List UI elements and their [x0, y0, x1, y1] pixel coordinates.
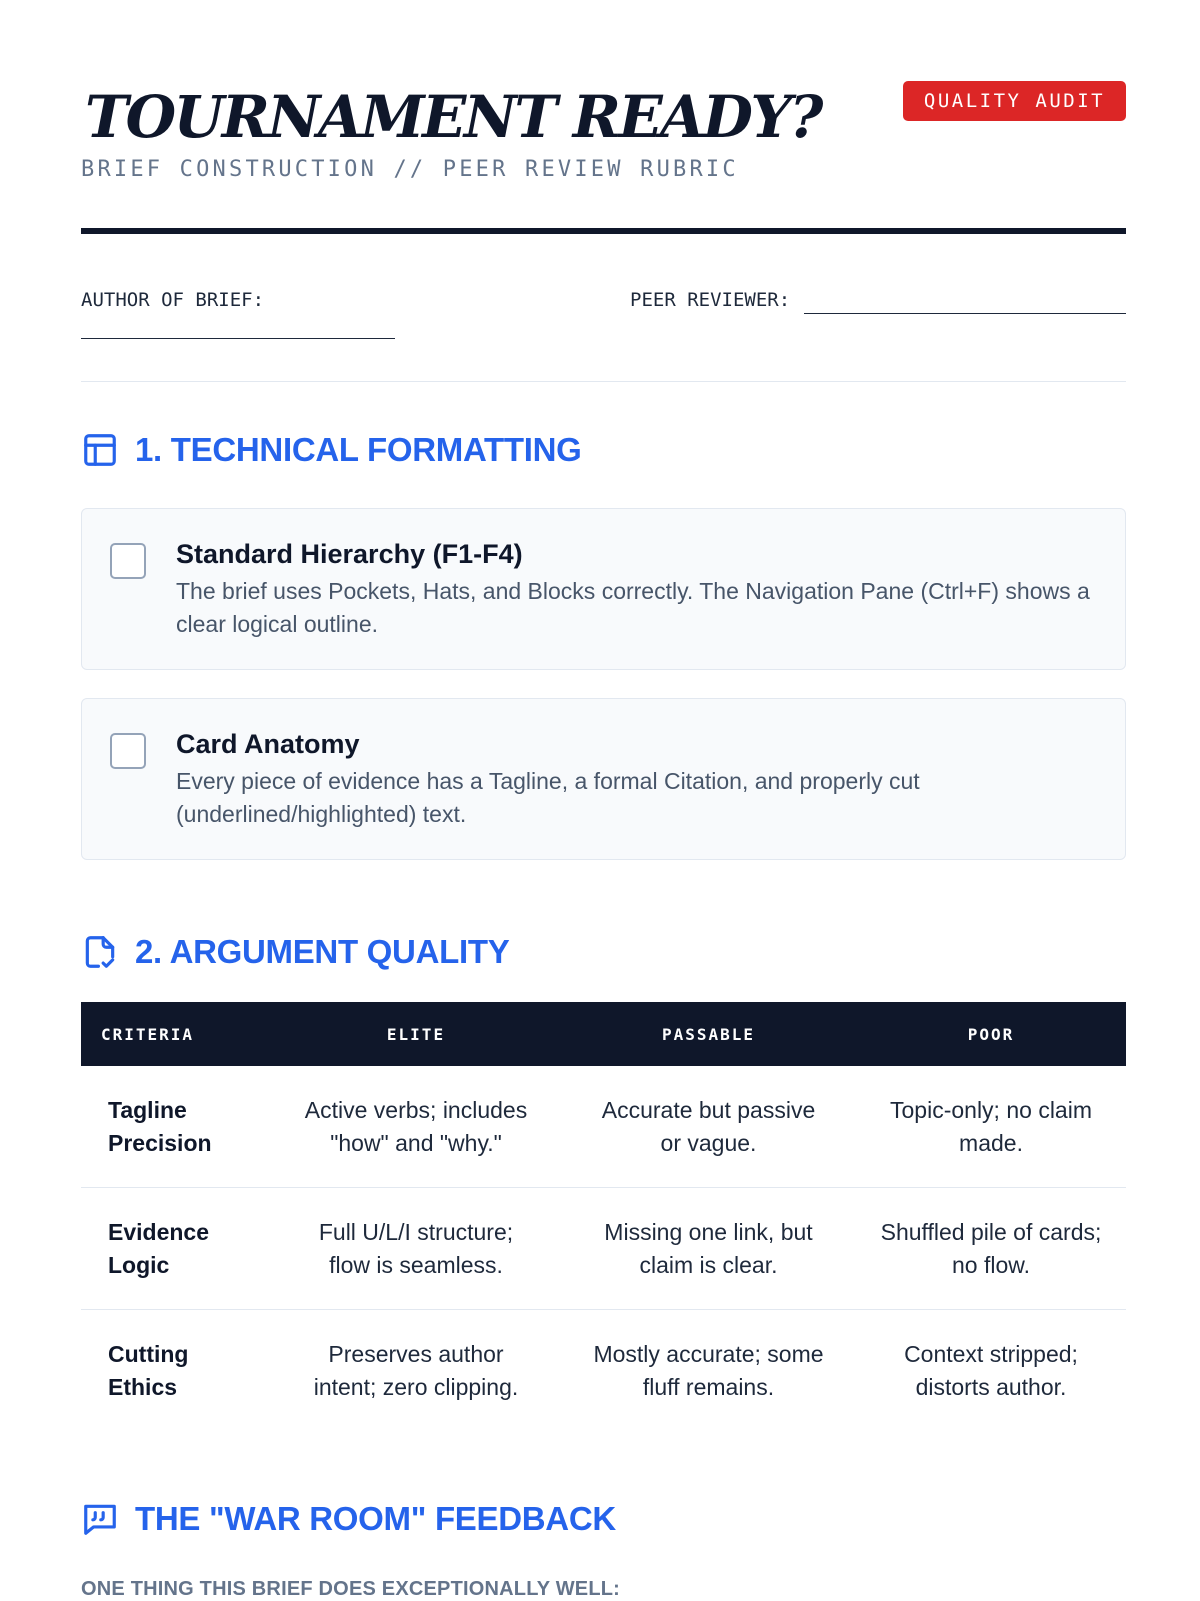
- criteria-cell: Tagline Precision: [81, 1066, 271, 1188]
- page-header: [81, 0, 1126, 234]
- technical-section-heading: [81, 430, 582, 470]
- elite-cell: Active verbs; includes "how" and "why.": [271, 1066, 561, 1188]
- checklist-item-description: Every piece of evidence has a Tagline, a formal Citation, and properly cut (underlined/highlighted) text.: [176, 768, 920, 827]
- elite-cell: Preserves author intent; zero clipping.: [313, 1340, 519, 1400]
- reviewer-field[interactable]: [630, 286, 1126, 314]
- quote-message-icon: [81, 1500, 119, 1538]
- checklist-item-description: The brief uses Pockets, Hats, and Blocks correctly. The Navigation Pane (Ctrl+F) shows a clear logical outline.: [176, 578, 1090, 637]
- reviewer-blank-line[interactable]: [804, 291, 1126, 314]
- poor-cell: Topic-only; no claim made.: [856, 1066, 1126, 1188]
- page-subtitle: BRIEF CONSTRUCTION // PEER REVIEW RUBRIC: [81, 157, 739, 182]
- meta-divider: [81, 381, 1126, 382]
- author-blank-line[interactable]: [81, 314, 395, 339]
- poor-cell: Context stripped; distorts author.: [904, 1340, 1078, 1400]
- column-header-passable: PASSABLE: [561, 1002, 856, 1066]
- criteria-cell: Cutting Ethics: [108, 1340, 189, 1400]
- rubric-page: [81, 0, 1126, 1600]
- checkbox[interactable]: [110, 733, 146, 769]
- reviewer-label: PEER REVIEWER:: [630, 289, 791, 311]
- feedback-prompt: ONE THING THIS BRIEF DOES EXCEPTIONALLY WELL:: [81, 1578, 621, 1600]
- feedback-section-title: THE "WAR ROOM" FEEDBACK: [135, 1500, 616, 1537]
- passable-cell: Mostly accurate; some fluff remains.: [593, 1340, 824, 1400]
- argument-section-heading: [81, 932, 509, 972]
- poor-cell: Shuffled pile of cards; no flow.: [856, 1188, 1126, 1310]
- file-check-icon: [81, 933, 119, 971]
- meta-fields: [81, 234, 1126, 384]
- argument-rubric-table: [81, 1002, 1126, 1431]
- elite-cell: Full U/L/I structure; flow is seamless.: [271, 1188, 561, 1310]
- criteria-cell: Evidence Logic: [81, 1188, 271, 1310]
- table-row: [81, 1310, 1126, 1432]
- table-row: [81, 1066, 1126, 1188]
- author-field[interactable]: [81, 286, 401, 339]
- checklist-item-title: Standard Hierarchy (F1-F4): [176, 539, 523, 569]
- checklist-item: [81, 698, 1126, 860]
- feedback-section-heading: [81, 1499, 616, 1539]
- argument-section-title: 2. ARGUMENT QUALITY: [135, 933, 510, 970]
- column-header-criteria: CRITERIA: [81, 1002, 271, 1066]
- author-label: AUTHOR OF BRIEF:: [81, 289, 265, 311]
- column-header-poor: POOR: [856, 1002, 1126, 1066]
- checklist-item: [81, 508, 1126, 670]
- passable-cell: Missing one link, but claim is clear.: [561, 1188, 856, 1310]
- technical-section-title: 1. TECHNICAL FORMATTING: [135, 431, 582, 468]
- passable-cell: Accurate but passive or vague.: [561, 1066, 856, 1188]
- checkbox[interactable]: [110, 543, 146, 579]
- page-title: TOURNAMENT READY?: [85, 83, 821, 151]
- quality-audit-badge: QUALITY AUDIT: [903, 81, 1126, 121]
- column-header-elite: ELITE: [271, 1002, 561, 1066]
- table-header-row: [81, 1002, 1126, 1066]
- table-row: [81, 1188, 1126, 1310]
- layout-icon: [81, 431, 119, 469]
- checklist-item-title: Card Anatomy: [176, 729, 360, 759]
